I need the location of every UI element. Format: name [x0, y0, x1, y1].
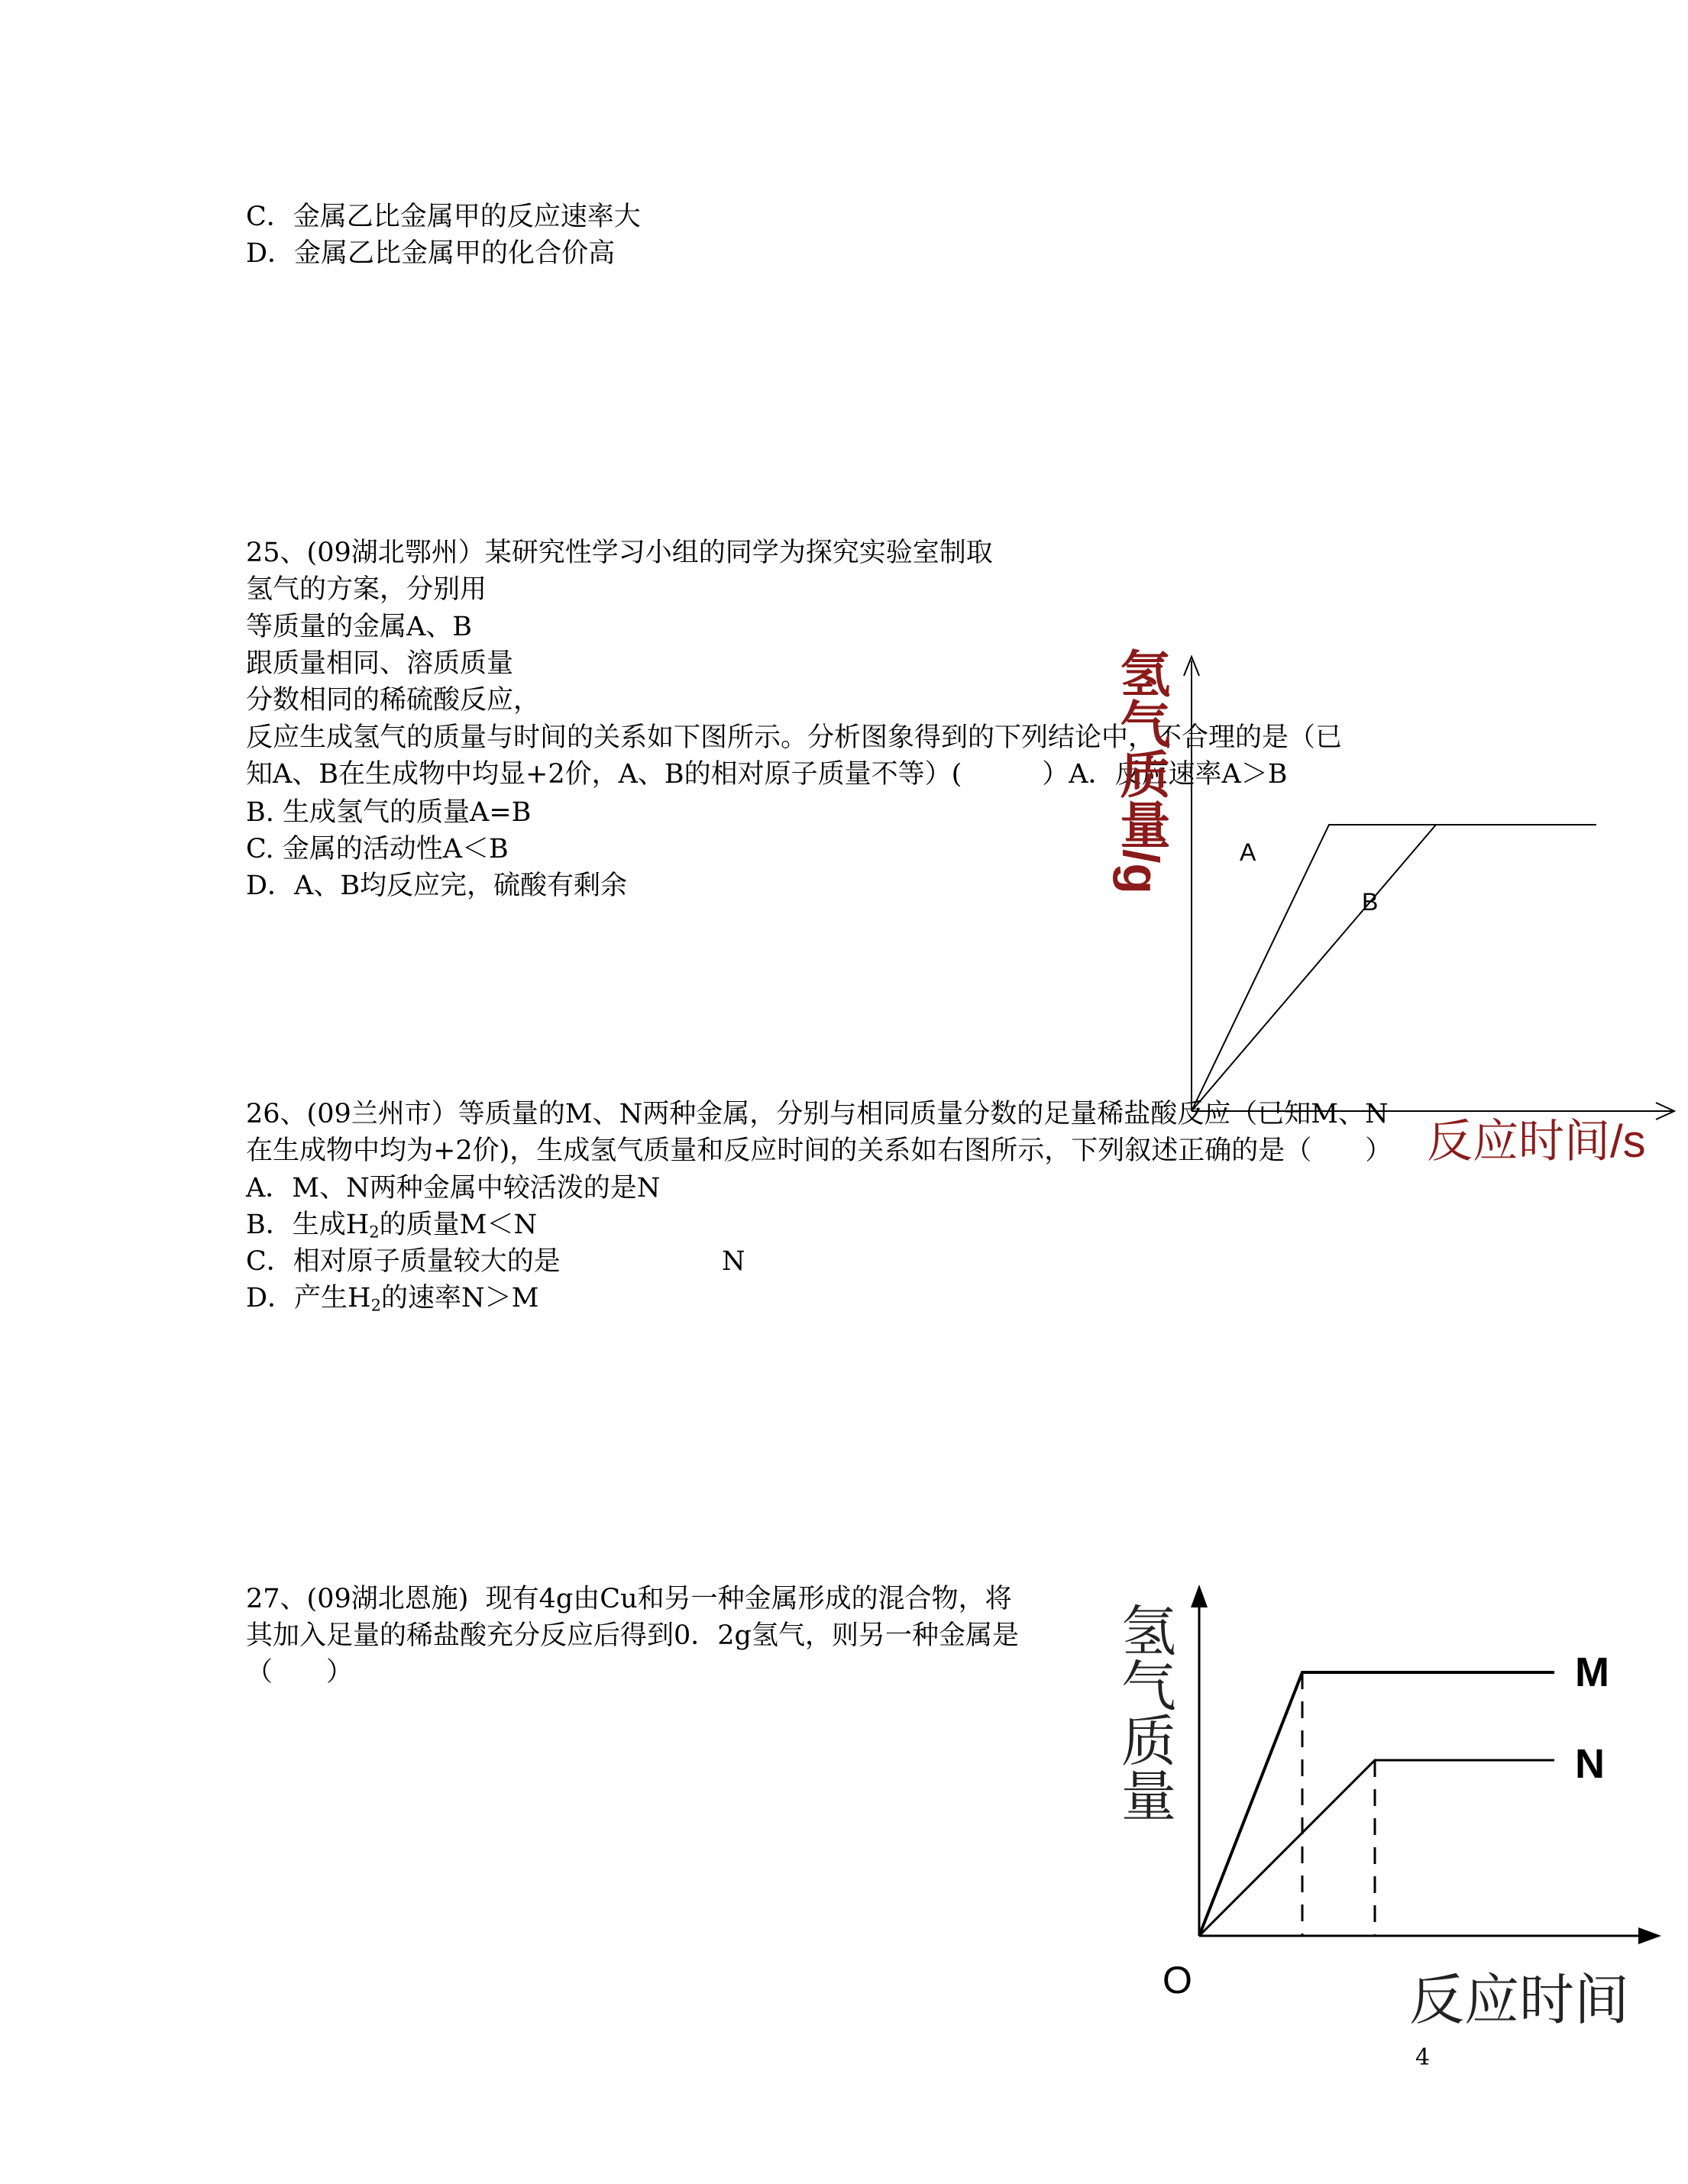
- chart2-xlabel: 反应时间: [1409, 1970, 1630, 2031]
- chart2-label-m: M: [1575, 1649, 1609, 1695]
- q25-option-d: D．A、B均反应完，硫酸有剩余: [246, 871, 628, 901]
- q27-line-3: （ ）: [246, 1657, 354, 1688]
- chart1-label-b: B: [1362, 888, 1379, 916]
- q25-option-b: B. 生成氢气的质量A=B: [246, 797, 532, 828]
- chart2-x-arrow: [1638, 1927, 1661, 1944]
- q25-line-7: 知A、B在生成物中均显+2价，A、B的相对原子质量不等）( ）A．反应速率A＞B: [246, 759, 1288, 790]
- q26-line-1: 26、(09兰州市）等质量的M、N两种金属，分别与相同质量分数的足量稀盐酸反应（已知M、N: [246, 1099, 1389, 1129]
- chart1-xlabel: 反应时间/s: [1427, 1116, 1646, 1167]
- chart1-series-a: [1192, 825, 1596, 1111]
- chart2-series-m: [1199, 1672, 1554, 1936]
- q26-option-a: A．M、N两种金属中较活泼的是N: [246, 1173, 661, 1203]
- chart2-origin: O: [1163, 1959, 1192, 2001]
- chart2-label-n: N: [1575, 1741, 1605, 1787]
- q26-option-d: D．产生$H_2$的速率N＞M: [246, 1283, 539, 1315]
- chart2-series-n: [1199, 1760, 1554, 1936]
- q25-line-6: 反应生成氢气的质量与时间的关系如下图所示。分析图象得到的下列结论中，不合理的是（已: [246, 722, 1343, 753]
- chart-2: [1092, 1565, 1688, 2039]
- q25-line-1: 25、(09湖北鄂州）某研究性学习小组的同学为探究实验室制取: [246, 538, 993, 568]
- chart1-ylabel: 氢气质量/g: [1113, 648, 1169, 894]
- q26-option-c-answer: N: [722, 1246, 745, 1277]
- q25-line-5: 分数相同的稀硫酸反应，: [246, 685, 541, 716]
- q25-line-4: 跟质量相同、溶质质量: [246, 648, 514, 679]
- q25-line-3: 等质量的金属A、B: [246, 612, 472, 642]
- page-number: 4: [1415, 2044, 1431, 2071]
- q24-option-c: C．金属乙比金属甲的反应速率大: [246, 202, 641, 232]
- q26-option-b: B．生成$H_2$的质量M＜N: [246, 1210, 538, 1242]
- q24-option-d: D．金属乙比金属甲的化合价高: [246, 238, 616, 269]
- chart2-ylabel: 氢气质量: [1113, 1602, 1174, 1822]
- chart1-label-a: A: [1240, 838, 1256, 866]
- q26-option-c: C．相对原子质量较大的是: [246, 1246, 561, 1277]
- q26-line-2: 在生成物中均为+2价)，生成氢气质量和反应时间的关系如右图所示，下列叙述正确的是（ ）: [246, 1136, 1392, 1166]
- chart2-y-arrow: [1191, 1585, 1208, 1607]
- q25-line-2: 氢气的方案，分别用: [246, 574, 487, 605]
- chart1-series-b: [1192, 825, 1436, 1111]
- q27-line-1: 27、(09湖北恩施) 现有4g由Cu和另一种金属形成的混合物，将: [246, 1584, 1012, 1614]
- q25-option-c: C. 金属的活动性A＜B: [246, 834, 509, 864]
- q27-line-2: 其加入足量的稀盐酸充分反应后得到0．2g氢气，则另一种金属是: [246, 1620, 1019, 1651]
